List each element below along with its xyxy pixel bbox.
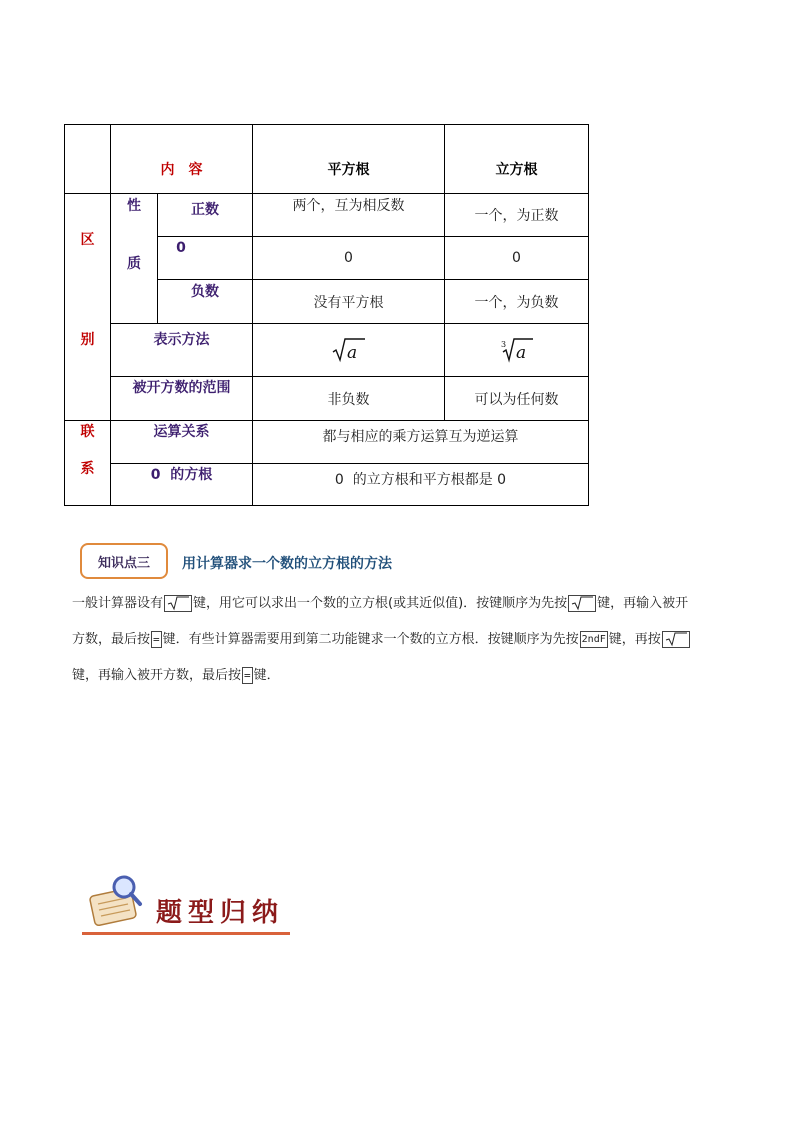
section-banner-title: 题型归纳 bbox=[156, 898, 285, 928]
row-radicand-cube: 可以为任何数 bbox=[474, 391, 559, 408]
cube-root-notation bbox=[445, 324, 588, 376]
cube-root-key-icon bbox=[662, 631, 690, 648]
equals-key: = bbox=[153, 633, 160, 646]
row-negative-cube: 一个，为负数 bbox=[474, 294, 559, 311]
magnifier-notepad-icon bbox=[86, 872, 148, 930]
cube-root-symbol-icon bbox=[500, 337, 534, 363]
paragraph-text: 键，用它可以求出一个数的立方根(或其近似值)．按键顺序为先按 bbox=[193, 596, 568, 611]
row-zero-root-label: 0 的方根 bbox=[150, 467, 213, 483]
row-zero-cube: 0 bbox=[512, 250, 521, 266]
paragraph-text: 键，再按 bbox=[608, 632, 661, 647]
paragraph-line-2 bbox=[72, 630, 691, 650]
row-negative-square: 没有平方根 bbox=[313, 294, 384, 311]
paragraph-text: 键，再输入被开 bbox=[597, 596, 689, 611]
header-cube-root: 立方根 bbox=[495, 162, 538, 178]
row-radicand-label: 被开方数的范围 bbox=[132, 380, 231, 396]
row-operation-label: 运算关系 bbox=[153, 424, 210, 440]
header-content: 内 容 bbox=[160, 162, 203, 178]
paragraph-line-3 bbox=[72, 666, 280, 686]
square-root-notation bbox=[253, 324, 444, 376]
row-zero-square: 0 bbox=[344, 250, 353, 266]
equals-key: = bbox=[244, 669, 251, 682]
cube-root-key-icon bbox=[164, 595, 192, 612]
row-positive-square: 两个，互为相反数 bbox=[292, 198, 405, 214]
section-banner-underline bbox=[82, 932, 290, 935]
comparison-table bbox=[64, 124, 589, 506]
row-notation-label: 表示方法 bbox=[153, 332, 210, 348]
row-zero-root-text: 0 的立方根和平方根都是 0 bbox=[334, 472, 507, 488]
square-root-variable: a bbox=[346, 343, 357, 363]
label-qu: 区 bbox=[80, 232, 95, 248]
cube-root-index: 3 bbox=[500, 340, 506, 349]
paragraph-text: 方数，最后按 bbox=[72, 632, 151, 647]
label-zhi: 质 bbox=[127, 256, 141, 272]
row-positive-cube: 一个，为正数 bbox=[474, 208, 559, 224]
paragraph-text: 键． bbox=[253, 668, 280, 683]
knowledge-point-title: 用计算器求一个数的立方根的方法 bbox=[182, 556, 392, 572]
square-root-symbol-icon bbox=[332, 337, 366, 363]
paragraph-line-1 bbox=[72, 594, 688, 614]
label-bie: 别 bbox=[80, 332, 95, 348]
header-square-root: 平方根 bbox=[327, 162, 370, 178]
row-operation-text: 都与相应的乘方运算互为逆运算 bbox=[322, 429, 519, 445]
cube-root-variable: a bbox=[515, 343, 526, 363]
cube-root-key-icon bbox=[568, 595, 596, 612]
paragraph-text: 一般计算器设有 bbox=[72, 596, 164, 611]
label-lian: 联 bbox=[80, 424, 95, 440]
knowledge-point-tag: 知识点三 bbox=[80, 543, 168, 579]
row-zero-label: 0 bbox=[176, 240, 186, 256]
row-radicand-square: 非负数 bbox=[327, 391, 370, 408]
row-negative-label: 负数 bbox=[191, 284, 219, 300]
label-xi: 系 bbox=[80, 461, 95, 477]
row-positive-label: 正数 bbox=[191, 202, 219, 218]
second-function-key: 2ndF bbox=[580, 631, 608, 648]
label-xing: 性 bbox=[127, 198, 141, 214]
paragraph-text: 键．有些计算器需要用到第二功能键求一个数的立方根．按键顺序为先按 bbox=[162, 632, 579, 647]
paragraph-text: 键，再输入被开方数，最后按 bbox=[72, 668, 242, 683]
